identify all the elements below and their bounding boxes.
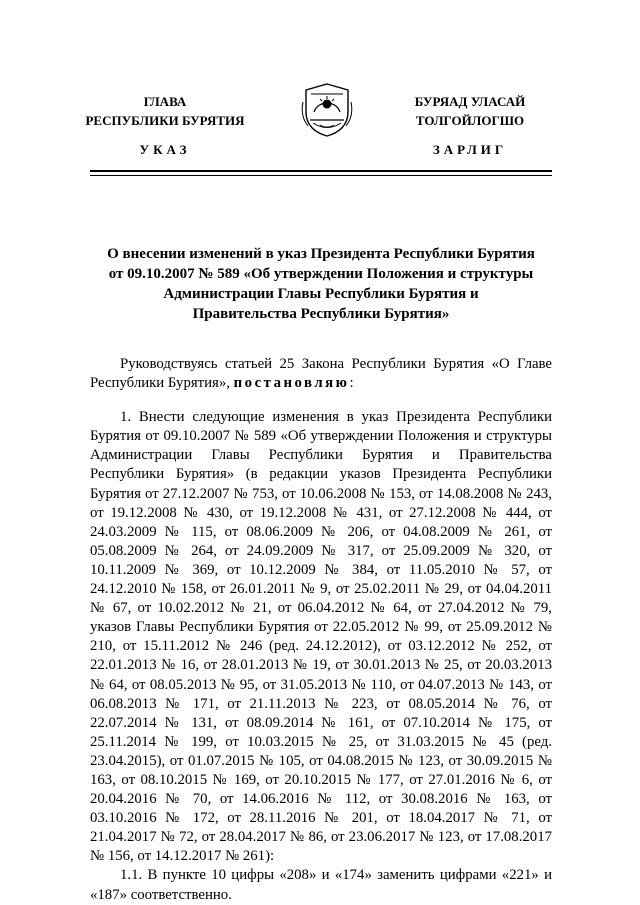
issuer-title-buryat-line2: ТОЛГОЙЛОГШО (415, 113, 525, 128)
title-line: О внесении изменений в указ Президента Республики Бурятия (107, 246, 535, 262)
resolve-colon: : (349, 375, 354, 392)
preamble-paragraph (90, 355, 552, 393)
issuer-title-line1: ГЛАВА (143, 94, 187, 109)
title-line: от 09.10.2007 № 589 «Об утверждении Положения и структуры (108, 266, 534, 282)
coat-of-arms-icon (300, 82, 354, 138)
issuer-title-russian (80, 92, 250, 130)
preamble-text: Руководствуясь статьей 25 Закона Республики Бурятия «О Главе Республики Бурятия», (90, 356, 552, 392)
title-line: Правительства Республики Бурятия» (192, 306, 450, 322)
document-title (90, 244, 552, 324)
header-divider-thin (90, 175, 552, 176)
title-line: Администрации Главы Республики Бурятия и (163, 286, 479, 302)
item-1-paragraph: 1. Внести следующие изменения в указ Президента Республики Бурятия от 09.10.2007 № 589 «Об утверждении Положения и структуры Администрации Главы Республики Бурятия и Правительства Республики Бурятия» (в редакции указов Президента Республики Бурятия от 27.12.2007 № 753, от 10.06.2008 № 153, от 14.08.2008 № 243, от 19.12.2008 № 430, от 19.12.2008 № 431, от 27.12.2008 № 444, от 24.03.2009 № 115, от 08.06.2009 № 206, от 04.08.2009 № 261, от 05.08.2009 № 264, от 24.09.2009 № 317, от 25.09.2009 № 320, от 10.11.2009 № 369, от 10.12.2009 № 384, от 11.05.2010 № 57, от 24.12.2010 № 158, от 26.01.2011 № 9, от 25.02.2011 № 29, от 04.04.2011 № 67, от 10.02.2012 № 21, от 06.04.2012 № 64, от 27.04.2012 № 79, указов Главы Республики Бурятия от 22.05.2012 № 99, от 25.09.2012 № 210, от 15.11.2012 № 246 (ред. 24.12.2012), от 03.12.2012 № 252, от 22.01.2013 № 16, от 28.01.2013 № 19, от 30.01.2013 № 25, от 20.03.2013 № 64, от 08.05.2013 № 95, от 31.05.2013 № 110, от 04.07.2013 № 143, от 06.08.2013 № 171, от 21.11.2013 № 223, от 08.05.2014 № 76, от 22.07.2014 № 131, от 08.09.2014 № 161, от 07.10.2014 № 175, от 25.11.2014 № 199, от 10.03.2015 № 25, от 31.03.2015 № 45 (ред. 23.04.2015), от 01.07.2015 № 105, от 04.08.2015 № 123, от 30.09.2015 № 163, от 08.10.2015 № 169, от 20.10.2015 № 177, от 27.01.2016 № 6, от 20.04.2016 № 70, от 14.06.2016 № 112, от 30.08.2016 № 163, от 03.10.2016 № 172, от 28.11.2016 № 201, от 18.04.2017 № 71, от 21.04.2017 № 72, от 28.04.2017 № 86, от 23.06.2017 № 123, от 17.08.2017 № 156, от 14.12.2017 № 261): (90, 409, 552, 865)
decree-label-buryat: ЗАРЛИГ (432, 142, 508, 157)
resolve-word: постановляю (233, 375, 350, 392)
issuer-title-buryat-line1: БУРЯАД УЛАСАЙ (414, 94, 526, 109)
header-divider-thick (90, 170, 552, 172)
decree-label-russian: УКАЗ (139, 142, 191, 157)
issuer-title-buryat (390, 92, 550, 130)
issuer-title-line2: РЕСПУБЛИКИ БУРЯТИЯ (85, 113, 245, 128)
item-1-1-paragraph: 1.1. В пункте 10 цифры «208» и «174» заменить цифрами «221» и «187» соответственно. (90, 867, 552, 903)
document-body (90, 355, 552, 905)
